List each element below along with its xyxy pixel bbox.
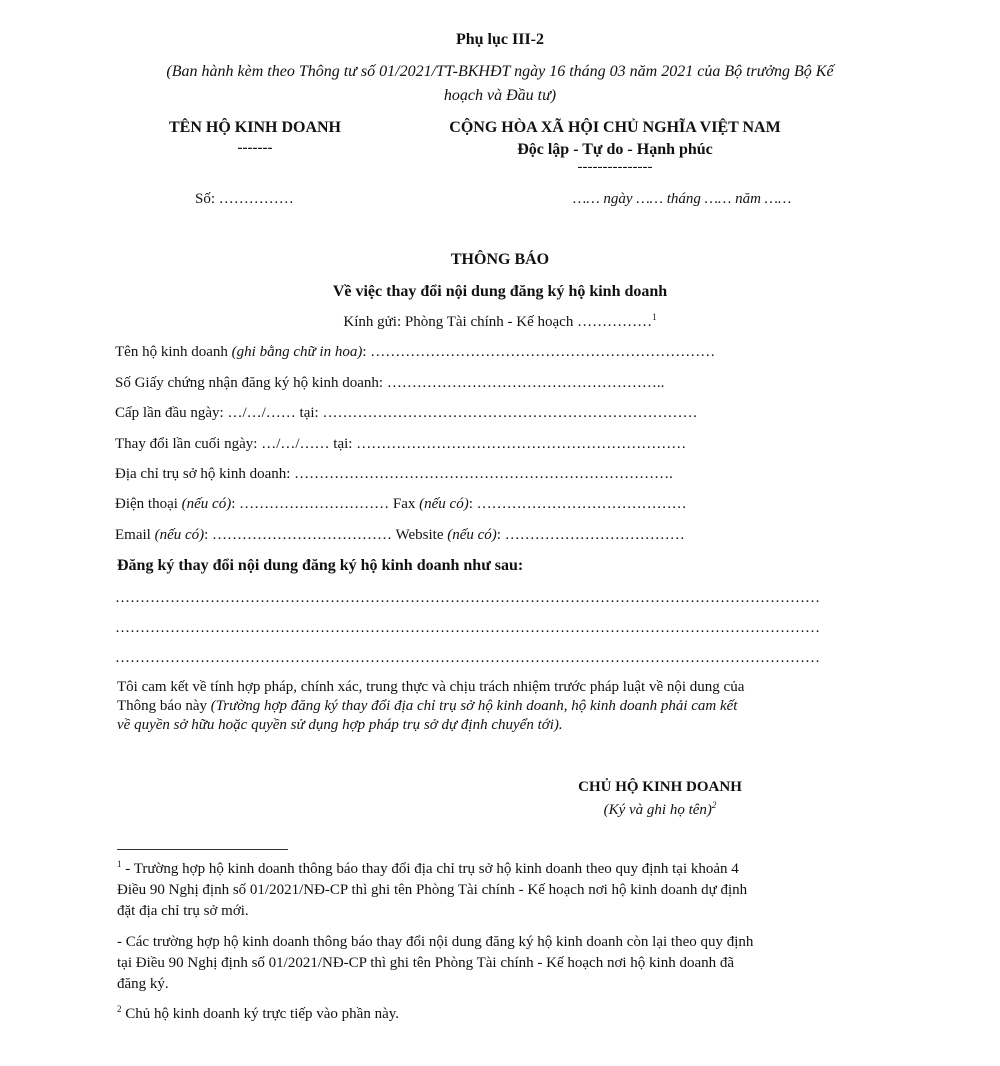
changes-blank-line-1: …………………………………………………………………………………………………………………………… <box>115 590 820 606</box>
right-dash: --------------- <box>577 159 653 175</box>
footnote-1b-line-3: đăng ký. <box>117 976 169 992</box>
commitment-line-2: Thông báo này (Trường hợp đăng ký thay đổi địa chỉ trụ sở hộ kinh doanh, hộ kinh doanh phải cam kết <box>117 698 738 714</box>
field-certificate-number: Số Giấy chứng nhận đăng ký hộ kinh doanh: ……………………………………………….. <box>115 375 665 391</box>
issued-note-2: hoạch và Đầu tư) <box>443 87 557 104</box>
footnote-1-line-1: $^1$ - Trường hợp hộ kinh doanh thông báo thay đổi địa chỉ trụ sở hộ kinh doanh theo quy định tại khoản 4 <box>117 859 739 877</box>
footnote-divider <box>117 849 288 850</box>
changes-heading: Đăng ký thay đổi nội dung đăng ký hộ kinh doanh như sau: <box>117 557 524 574</box>
commitment-line-3: về quyền sở hữu hoặc quyền sử dụng hợp pháp trụ sở dự định chuyển tới). <box>117 717 563 733</box>
field-first-issue: Cấp lần đầu ngày: …/…/…… tại: ………………………………………………………………… <box>115 405 698 421</box>
national-title: CỘNG HÒA XÃ HỘI CHỦ NGHĨA VIỆT NAM <box>449 119 781 136</box>
footnote-1-line-2: Điều 90 Nghị định số 01/2021/NĐ-CP thì ghi tên Phòng Tài chính - Kế hoạch nơi hộ kinh doanh dự định <box>117 882 748 898</box>
field-last-change: Thay đổi lần cuối ngày: …/…/…… tại: ………………………………………………………… <box>115 436 687 452</box>
appendix-label: Phụ lục III-2 <box>455 31 545 48</box>
footnote-1-line-3: đặt địa chỉ trụ sở mới. <box>117 903 249 919</box>
issued-note: (Ban hành kèm theo Thông tư số 01/2021/TT-BKHĐT ngày 16 tháng 03 năm 2021 của Bộ trưởng Bộ Kế <box>166 63 834 80</box>
notice-subject: Về việc thay đổi nội dung đăng ký hộ kinh doanh <box>332 283 668 300</box>
commitment-line-1: Tôi cam kết về tính hợp pháp, chính xác, trung thực và chịu trách nhiệm trước pháp luật về nội dung của <box>117 679 745 695</box>
business-name-title: TÊN HỘ KINH DOANH <box>168 119 341 136</box>
changes-blank-line-2: …………………………………………………………………………………………………………………………… <box>115 620 820 636</box>
footnote-2: $^2$ Chủ hộ kinh doanh ký trực tiếp vào phần này. <box>117 1004 400 1022</box>
changes-blank-line-3: …………………………………………………………………………………………………………………………… <box>115 650 820 666</box>
addressee: Kính gửi: Phòng Tài chính - Kế hoạch ……………$^1$ <box>343 312 657 330</box>
footnote-1b-line-2: tại Điều 90 Nghị định số 01/2021/NĐ-CP thì ghi tên Phòng Tài chính - Kế hoạch nơi hộ kinh doanh đã <box>117 955 735 971</box>
national-motto: Độc lập - Tự do - Hạnh phúc <box>517 141 713 158</box>
signature-note: (Ký và ghi họ tên)$^2$ <box>603 800 717 818</box>
document-date: …… ngày …… tháng …… năm …… <box>573 191 792 207</box>
field-address: Địa chỉ trụ sở hộ kinh doanh: …………………………………………………………………. <box>115 466 673 482</box>
signature-title: CHỦ HỘ KINH DOANH <box>578 779 742 795</box>
field-email-website: Email (nếu có): ……………………………… Website (nếu có): ……………………………… <box>115 527 685 543</box>
left-dash: ------- <box>237 140 273 156</box>
footnote-1b-line-1: - Các trường hợp hộ kinh doanh thông báo thay đổi nội dung đăng ký hộ kinh doanh còn lại theo quy định <box>117 934 754 950</box>
notice-title: THÔNG BÁO <box>450 251 550 268</box>
document-number: Số: …………… <box>195 191 294 207</box>
field-phone-fax: Điện thoại (nếu có): ………………………… Fax (nếu có): …………………………………… <box>115 496 687 512</box>
field-business-name: Tên hộ kinh doanh (ghi bằng chữ in hoa): …………………………………………………………… <box>115 344 716 360</box>
